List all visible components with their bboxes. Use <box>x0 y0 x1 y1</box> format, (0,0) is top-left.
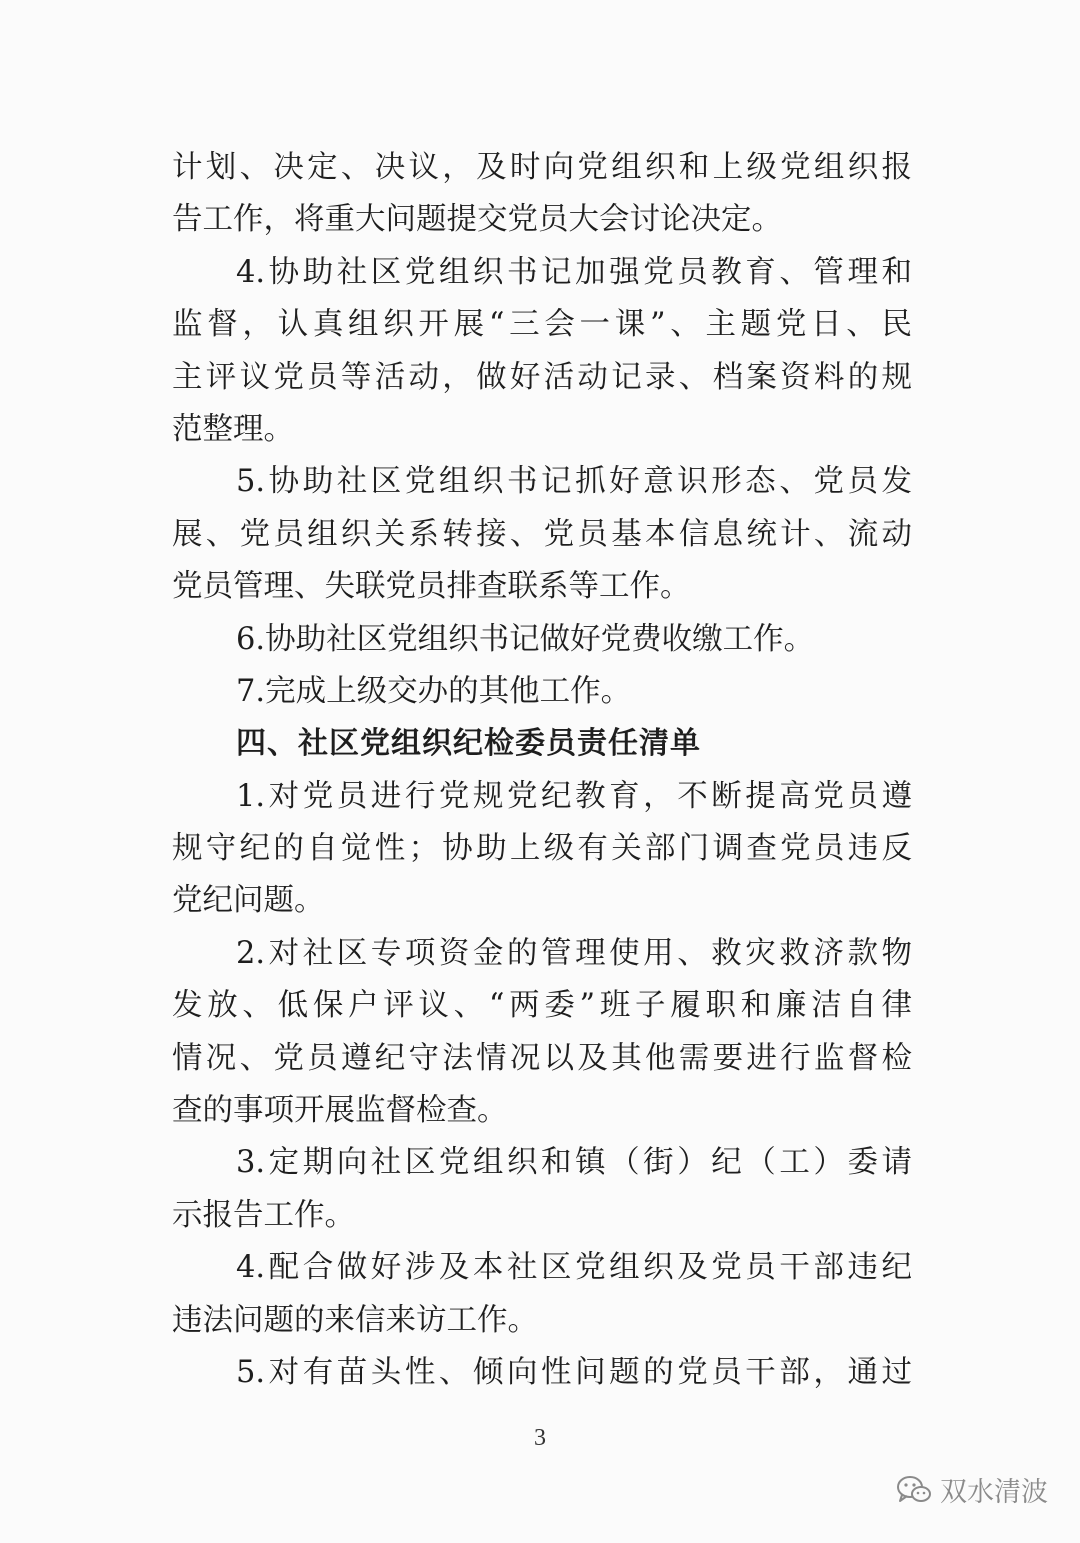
text-line: 1.对党员进行党规党纪教育，不断提高党员遵 <box>236 778 912 814</box>
text-line: 监督，认真组织开展“三会一课”、主题党日、民 <box>172 307 912 343</box>
wechat-icon <box>896 1475 932 1505</box>
watermark <box>896 1470 1048 1509</box>
text-line: 党员管理、失联党员排查联系等工作。 <box>172 569 691 605</box>
section-heading: 四、社区党组织纪检委员责任清单 <box>236 726 701 762</box>
text-line: 计划、决定、决议，及时向党组织和上级党组织报 <box>172 150 912 185</box>
text-line: 5.协助社区党组织书记抓好意识形态、党员发 <box>236 464 912 500</box>
text-line: 发放、低保户评议、“两委”班子履职和廉洁自律 <box>172 988 912 1024</box>
text-line: 6.协助社区党组织书记做好党费收缴工作。 <box>236 621 815 657</box>
body-text <box>172 142 912 1399</box>
text-line: 告工作，将重大问题提交党员大会讨论决定。 <box>172 202 782 238</box>
text-line: 2.对社区专项资金的管理使用、救灾救济款物 <box>236 935 912 971</box>
text-line: 主评议党员等活动，做好活动记录、档案资料的规 <box>172 359 912 395</box>
text-line: 范整理。 <box>172 411 294 447</box>
text-line: 情况、党员遵纪守法情况以及其他需要进行监督检 <box>172 1040 912 1076</box>
text-line: 7.完成上级交办的其他工作。 <box>236 673 632 709</box>
text-line: 4.配合做好涉及本社区党组织及党员干部违纪 <box>236 1250 912 1286</box>
text-line: 3.定期向社区党组织和镇（街）纪（工）委请 <box>236 1145 912 1181</box>
text-line: 规守纪的自觉性；协助上级有关部门调查党员违反 <box>172 831 912 867</box>
text-line: 党纪问题。 <box>172 883 325 919</box>
page-number: 3 <box>534 1425 546 1451</box>
text-line: 示报告工作。 <box>172 1197 355 1233</box>
text-line: 查的事项开展监督检查。 <box>172 1093 508 1129</box>
text-line: 违法问题的来信来访工作。 <box>172 1302 538 1338</box>
text-line: 4.协助社区党组织书记加强党员教育、管理和 <box>236 254 912 290</box>
text-line: 展、党员组织关系转接、党员基本信息统计、流动 <box>172 516 912 552</box>
text-line: 5.对有苗头性、倾向性问题的党员干部，通过 <box>236 1354 912 1390</box>
watermark-text: 双水清波 <box>940 1477 1048 1508</box>
